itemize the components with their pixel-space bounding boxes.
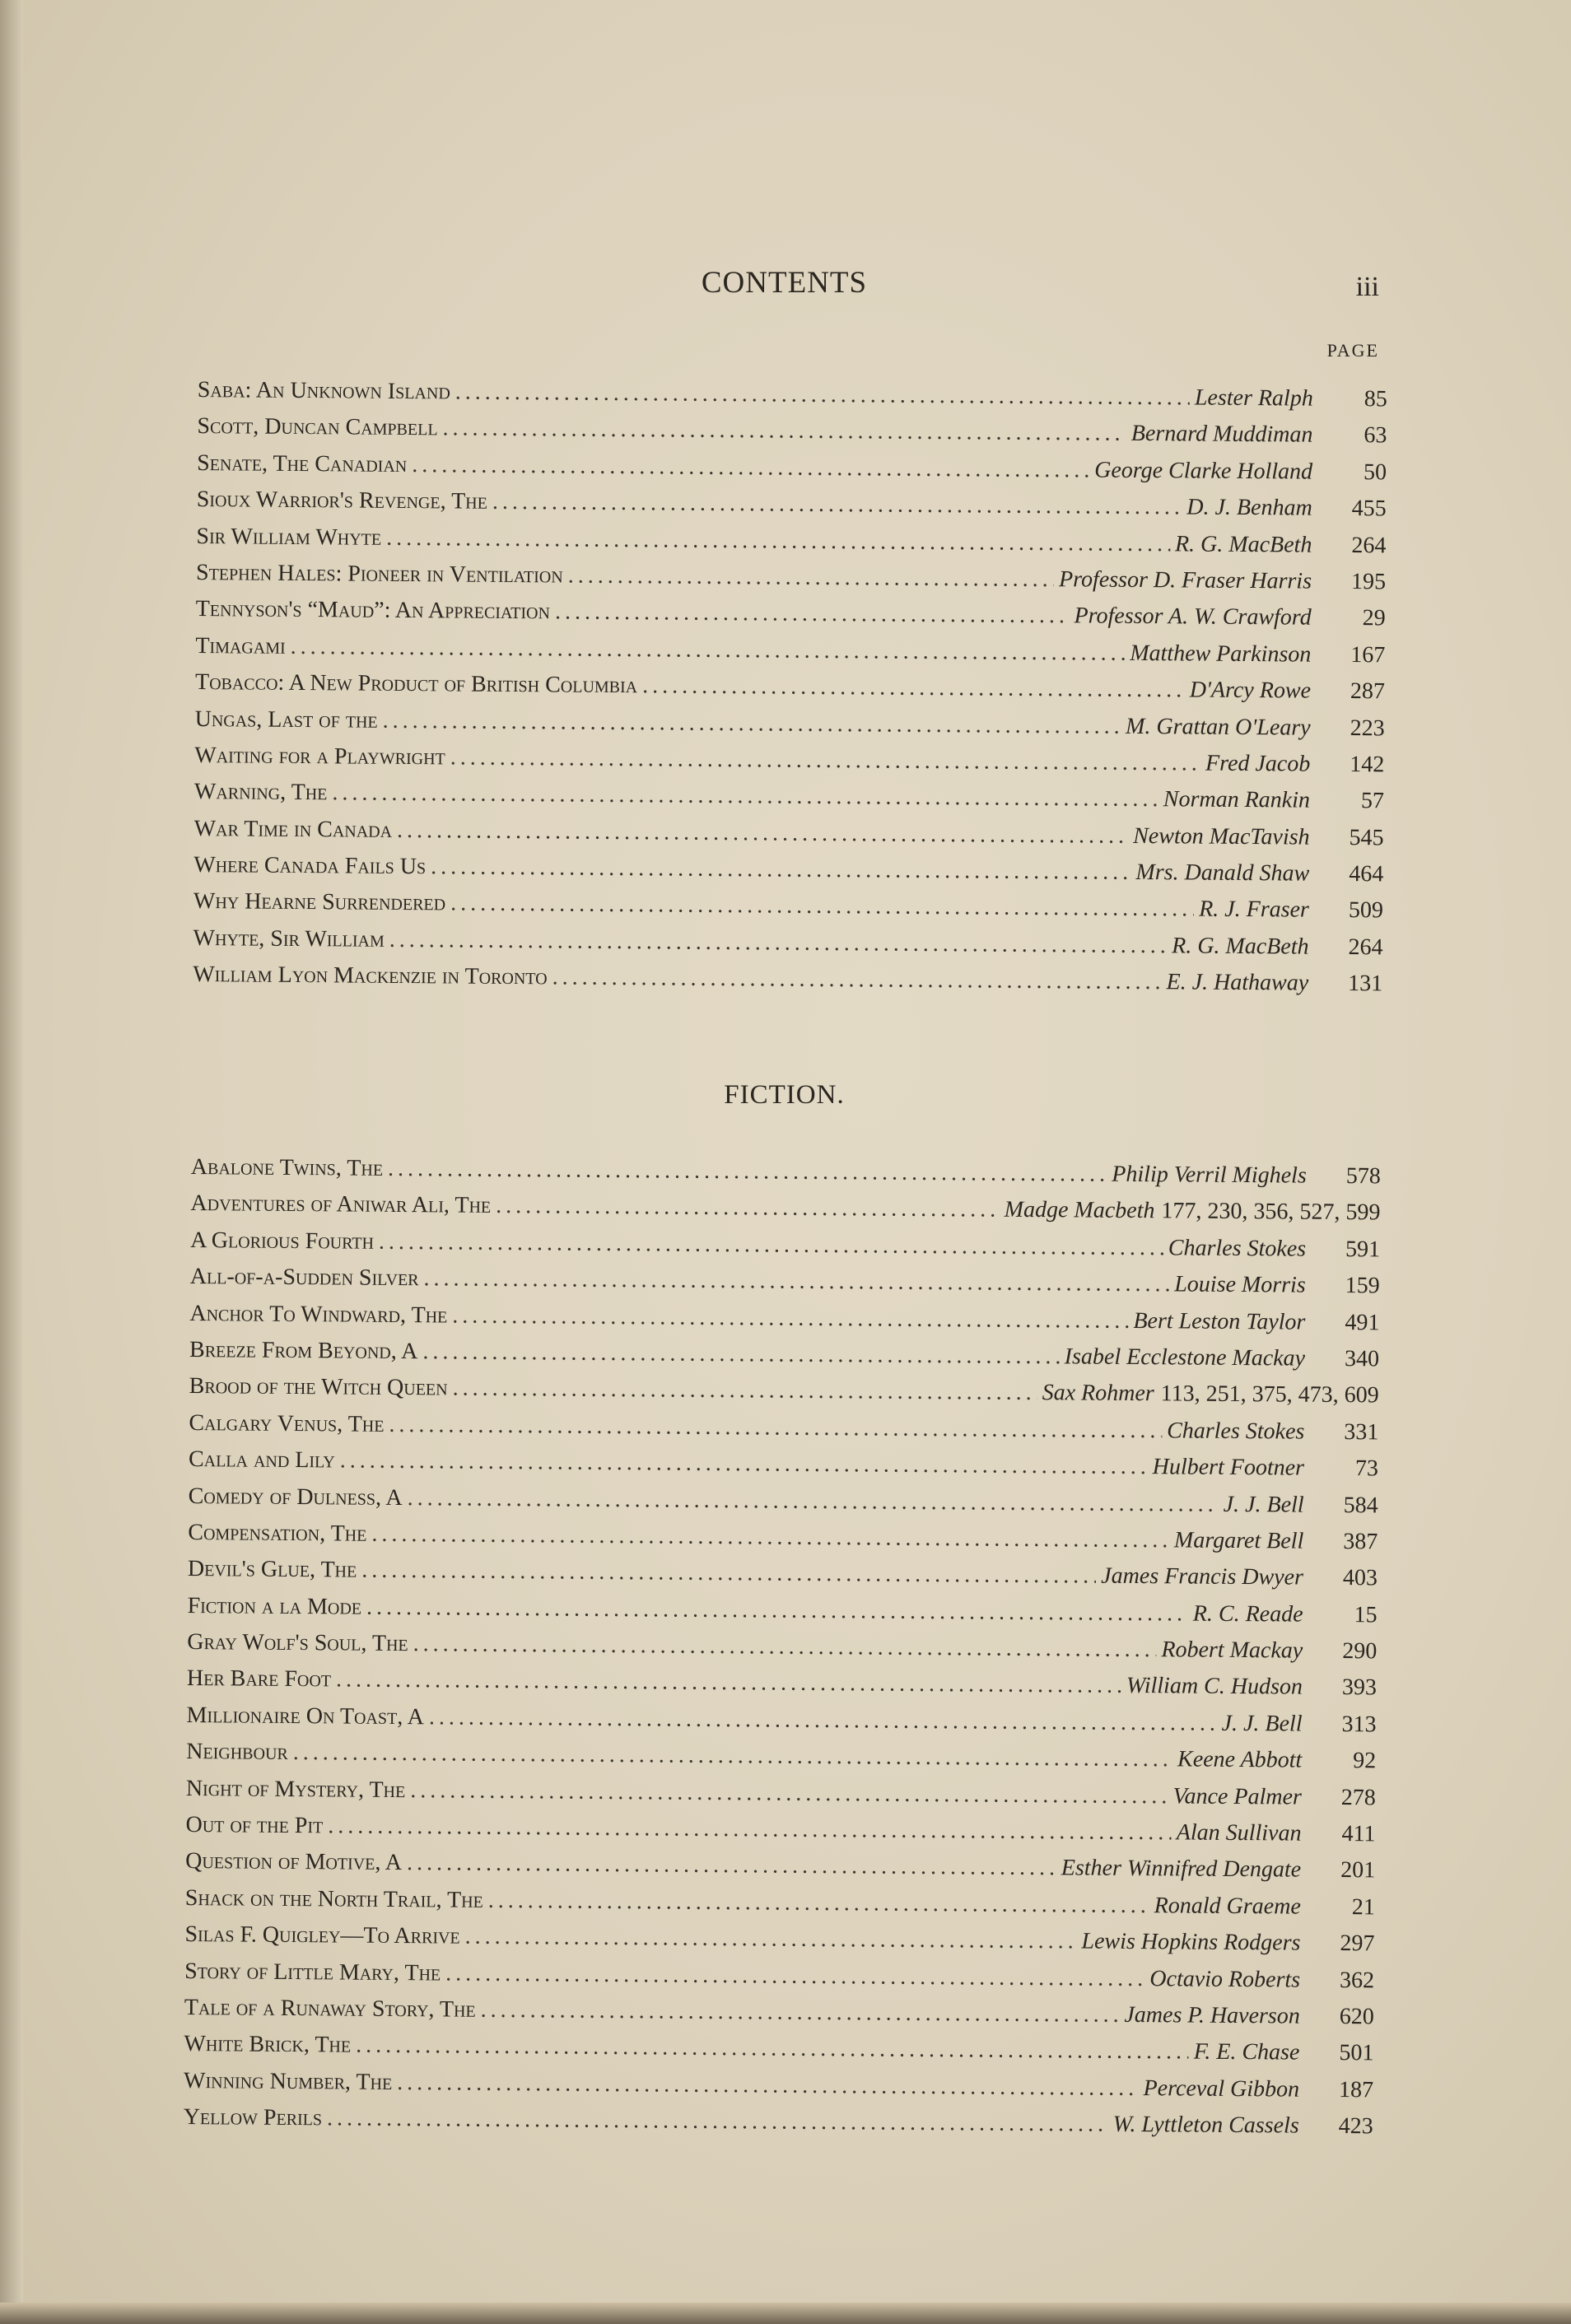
page-number: iii (1355, 272, 1379, 302)
leader-dots (388, 1151, 1107, 1193)
leader-dots (383, 702, 1121, 744)
entry-title: Devil's Glue, The (187, 1556, 357, 1583)
entry-author: George Clarke Holland (1094, 457, 1313, 485)
entry-pages: 411 (1341, 1821, 1376, 1847)
entry-pages: 455 (1351, 496, 1387, 522)
leader-dots (555, 594, 1070, 635)
leader-dots (389, 1407, 1162, 1450)
entry-pages: 287 (1350, 678, 1386, 705)
entry-title: Senate, The Canadian (197, 449, 408, 477)
leader-dots (552, 960, 1161, 1001)
entry-author: Fred Jacob (1205, 750, 1311, 777)
leader-dots (361, 1553, 1096, 1595)
entry-pages: 620 (1339, 2003, 1374, 2030)
page-bottom-edge (0, 2303, 1571, 2324)
entry-author: Louise Morris (1174, 1271, 1306, 1298)
entry-pages: 159 (1345, 1273, 1380, 1299)
entry-title: Anchor To Windward, The (189, 1300, 448, 1329)
entry-author: Professor D. Fraser Harris (1058, 566, 1312, 594)
leader-dots (452, 1297, 1128, 1339)
entry-author: Mrs. Danald Shaw (1135, 859, 1310, 887)
entry-title: Yellow Perils (183, 2104, 323, 2131)
entry-title: Comedy of Dulness, A (188, 1483, 403, 1511)
entry-title: Sioux Warrior's Revenge, The (196, 487, 488, 515)
page-title: CONTENTS (701, 266, 868, 300)
entry-title: Saba: An Unknown Island (197, 376, 450, 405)
leader-dots (389, 922, 1168, 965)
entry-title: Ungas, Last of the (194, 706, 378, 734)
entry-title: Calla and Lily (188, 1446, 335, 1474)
entry-pages: 393 (1341, 1674, 1378, 1701)
leader-dots (568, 557, 1055, 598)
entry-title: Story of Little Mary, The (184, 1958, 441, 1986)
entry-pages: 331 (1344, 1418, 1379, 1446)
entry-author: Norman Rankin (1163, 786, 1311, 813)
entry-author: Bert Leston Taylor (1133, 1307, 1306, 1335)
entry-author: Madge Macbeth (1004, 1197, 1155, 1224)
leader-dots (422, 1334, 1060, 1375)
leader-dots (445, 1955, 1145, 1997)
leader-dots (496, 1188, 1000, 1228)
leader-dots (379, 1224, 1163, 1267)
entry-title: Tale of a Runaway Story, The (184, 1994, 476, 2023)
entry-author: R. J. Fraser (1199, 897, 1310, 924)
leader-dots (386, 519, 1170, 562)
entry-pages: 113, 251, 375, 473, 609 (1160, 1381, 1379, 1409)
entry-title: Brood of the Witch Queen (189, 1373, 448, 1401)
entry-title: Fiction a la Mode (187, 1592, 362, 1620)
leader-dots (423, 1260, 1169, 1303)
entry-title: Whyte, Sir William (193, 924, 385, 952)
leader-dots (291, 629, 1126, 672)
leader-dots (328, 1808, 1172, 1851)
entry-title: A Glorious Fourth (190, 1227, 375, 1255)
entry-pages: 403 (1342, 1565, 1378, 1591)
leader-dots (327, 2100, 1108, 2143)
entry-title: Night of Mystery, The (185, 1775, 406, 1803)
entry-author: Professor A. W. Crawford (1074, 603, 1312, 631)
entry-pages: 313 (1341, 1711, 1377, 1738)
leader-dots (452, 1371, 1037, 1412)
entry-title: Why Hearne Surrendered (193, 888, 446, 916)
entry-pages: 340 (1344, 1345, 1380, 1372)
leader-dots (366, 1589, 1188, 1632)
entry-pages: 177, 230, 356, 527, 599 (1161, 1198, 1381, 1226)
leader-dots (340, 1443, 1148, 1486)
entry-pages: 290 (1342, 1638, 1378, 1665)
leader-dots (455, 374, 1190, 416)
entry-title: Tennyson's “Maud”: An Appreciation (195, 596, 551, 625)
entry-pages: 63 (1364, 422, 1387, 449)
entry-title: White Brick, The (184, 2031, 352, 2058)
entry-author: W. Lyttleton Cassels (1112, 2111, 1299, 2139)
entry-author: Matthew Parkinson (1130, 640, 1312, 668)
entry-pages: 73 (1354, 1455, 1379, 1482)
entry-pages: 131 (1348, 971, 1383, 997)
entry-pages: 167 (1350, 641, 1386, 668)
entry-author: E. J. Hathaway (1166, 969, 1309, 996)
page-column-label: PAGE (1326, 340, 1379, 361)
entry-pages: 264 (1348, 934, 1383, 961)
contents-list (193, 372, 1387, 1003)
entry-title: War Time in Canada (193, 815, 393, 843)
leader-dots (431, 849, 1131, 891)
entry-title: Scott, Duncan Campbell (197, 413, 438, 441)
page-header (189, 265, 1379, 306)
leader-dots (332, 775, 1158, 818)
entry-author: James P. Haverson (1124, 2001, 1300, 2029)
entry-author: Charles Stokes (1168, 1235, 1307, 1262)
entry-author: J. J. Bell (1221, 1710, 1303, 1737)
entry-pages: 29 (1362, 605, 1386, 631)
entry-pages: 223 (1350, 715, 1385, 741)
entry-pages: 85 (1364, 386, 1387, 412)
entry-author: Robert Mackay (1161, 1637, 1303, 1664)
entry-author: Lester Ralph (1194, 384, 1313, 412)
leader-dots (492, 484, 1182, 526)
entry-author: J. J. Bell (1223, 1491, 1304, 1518)
entry-pages: 142 (1350, 751, 1385, 778)
entry-title: Timagami (195, 632, 286, 659)
entry-title: Winning Number, The (183, 2067, 393, 2095)
entry-title: Sir William Whyte (196, 523, 382, 551)
entry-author: M. Grattan O'Leary (1125, 713, 1311, 741)
entry-author: Newton MacTavish (1133, 822, 1310, 850)
leader-dots (336, 1662, 1121, 1705)
entry-pages: 545 (1349, 824, 1384, 851)
entry-pages: 591 (1345, 1236, 1381, 1263)
entry-pages: 278 (1340, 1784, 1376, 1810)
leader-dots (488, 1883, 1149, 1925)
entry-title: All-of-a-Sudden Silver (189, 1264, 419, 1292)
leader-dots (410, 1772, 1168, 1815)
entry-title: Shack on the North Trail, The (184, 1884, 483, 1913)
entry-title: Silas F. Quigley—To Arrive (184, 1921, 460, 1949)
entry-title: Gray Wolf's Soul, The (187, 1629, 408, 1657)
leader-dots (450, 886, 1194, 928)
entry-pages: 387 (1343, 1528, 1378, 1555)
entry-author: Lewis Hopkins Rodgers (1081, 1928, 1301, 1956)
entry-author: Bernard Muddiman (1130, 421, 1313, 449)
entry-title: Neighbour (186, 1739, 288, 1766)
entry-author: Vance Palmer (1172, 1783, 1302, 1810)
entry-title: Tobacco: A New Product of British Columbia (194, 669, 638, 699)
leader-dots (412, 447, 1089, 489)
entry-pages: 57 (1360, 788, 1385, 814)
leader-dots (397, 2065, 1139, 2107)
entry-author: Charles Stokes (1167, 1418, 1305, 1445)
leader-dots (371, 1516, 1169, 1559)
entry-author: F. E. Chase (1193, 2038, 1300, 2066)
entry-title: Compensation, The (188, 1519, 367, 1547)
leader-dots (408, 1480, 1219, 1523)
entry-author: William C. Hudson (1126, 1673, 1303, 1701)
entry-author: R. G. MacBeth (1172, 933, 1309, 960)
entry-pages: 509 (1348, 897, 1384, 924)
entry-pages: 362 (1339, 1967, 1375, 1993)
entry-author: Esther Winnifred Dengate (1061, 1855, 1302, 1884)
entry-author: James Francis Dwyer (1101, 1563, 1304, 1590)
entry-pages: 464 (1349, 861, 1384, 887)
entry-pages: 501 (1339, 2040, 1374, 2066)
entry-author: Hulbert Footner (1152, 1454, 1305, 1481)
entry-pages: 187 (1338, 2076, 1374, 2103)
entry-pages: 50 (1363, 459, 1387, 486)
entry-pages: 15 (1354, 1601, 1378, 1628)
entry-pages: 297 (1340, 1930, 1375, 1957)
entry-author: Alan Sullivan (1176, 1819, 1302, 1847)
entry-title: Out of the Pit (185, 1812, 324, 1839)
leader-dots (356, 2028, 1189, 2070)
entry-title: Calgary Venus, The (189, 1409, 385, 1437)
leader-dots (413, 1626, 1157, 1668)
entry-author: Keene Abbott (1177, 1746, 1303, 1773)
entry-author: R. G. MacBeth (1174, 530, 1312, 558)
entry-title: Her Bare Foot (186, 1665, 332, 1693)
entry-author: Ronald Graeme (1154, 1893, 1301, 1920)
entry-title: Waiting for a Playwright (194, 742, 445, 771)
entry-pages: 578 (1345, 1163, 1381, 1190)
entry-pages: 21 (1351, 1893, 1375, 1921)
leader-dots (465, 1919, 1077, 1960)
entry-title: Where Canada Fails Us (193, 852, 427, 880)
entry-title: Breeze From Beyond, A (189, 1336, 418, 1365)
entry-title: Millionaire On Toast, A (186, 1702, 425, 1730)
fiction-list (184, 1149, 1381, 2145)
entry-title: Stephen Hales: Pioneer in Ventilation (195, 559, 563, 589)
entry-author: Margaret Bell (1173, 1527, 1304, 1554)
entry-author: D'Arcy Rowe (1189, 677, 1312, 704)
entry-author: D. J. Benham (1186, 494, 1312, 521)
leader-dots (481, 1992, 1120, 2033)
entry-pages: 201 (1340, 1857, 1376, 1884)
entry-author: Sax Rohmer (1042, 1380, 1154, 1407)
entry-author: R. C. Reade (1192, 1600, 1303, 1628)
leader-dots (450, 739, 1201, 782)
entry-author: Perceval Gibbon (1143, 2075, 1300, 2103)
entry-title: Question of Motive, A (185, 1848, 403, 1876)
leader-dots (442, 411, 1126, 453)
entry-pages: 264 (1351, 532, 1387, 558)
leader-dots (397, 813, 1128, 855)
entry-title: Adventures of Aniwar Ali, The (190, 1190, 492, 1219)
page-binding-edge (0, 0, 23, 2324)
fiction-heading: FICTION. (724, 1080, 845, 1110)
entry-author: Philip Verril Mighels (1112, 1161, 1307, 1189)
entry-title: Abalone Twins, The (190, 1153, 384, 1181)
entry-title: Warning, The (193, 779, 328, 806)
leader-dots (642, 668, 1185, 709)
entry-pages: 195 (1350, 568, 1387, 595)
leader-dots (407, 1846, 1056, 1888)
entry-pages: 92 (1353, 1748, 1377, 1774)
entry-title: William Lyon Mackenzie in Toronto (193, 962, 548, 990)
entry-author: Octavio Roberts (1149, 1965, 1301, 1993)
entry-pages: 423 (1338, 2113, 1373, 2140)
entry-author: Isabel Ecclestone Mackay (1064, 1344, 1306, 1372)
entry-pages: 491 (1345, 1309, 1380, 1335)
entry-pages: 584 (1343, 1492, 1378, 1518)
leader-dots (429, 1699, 1217, 1742)
